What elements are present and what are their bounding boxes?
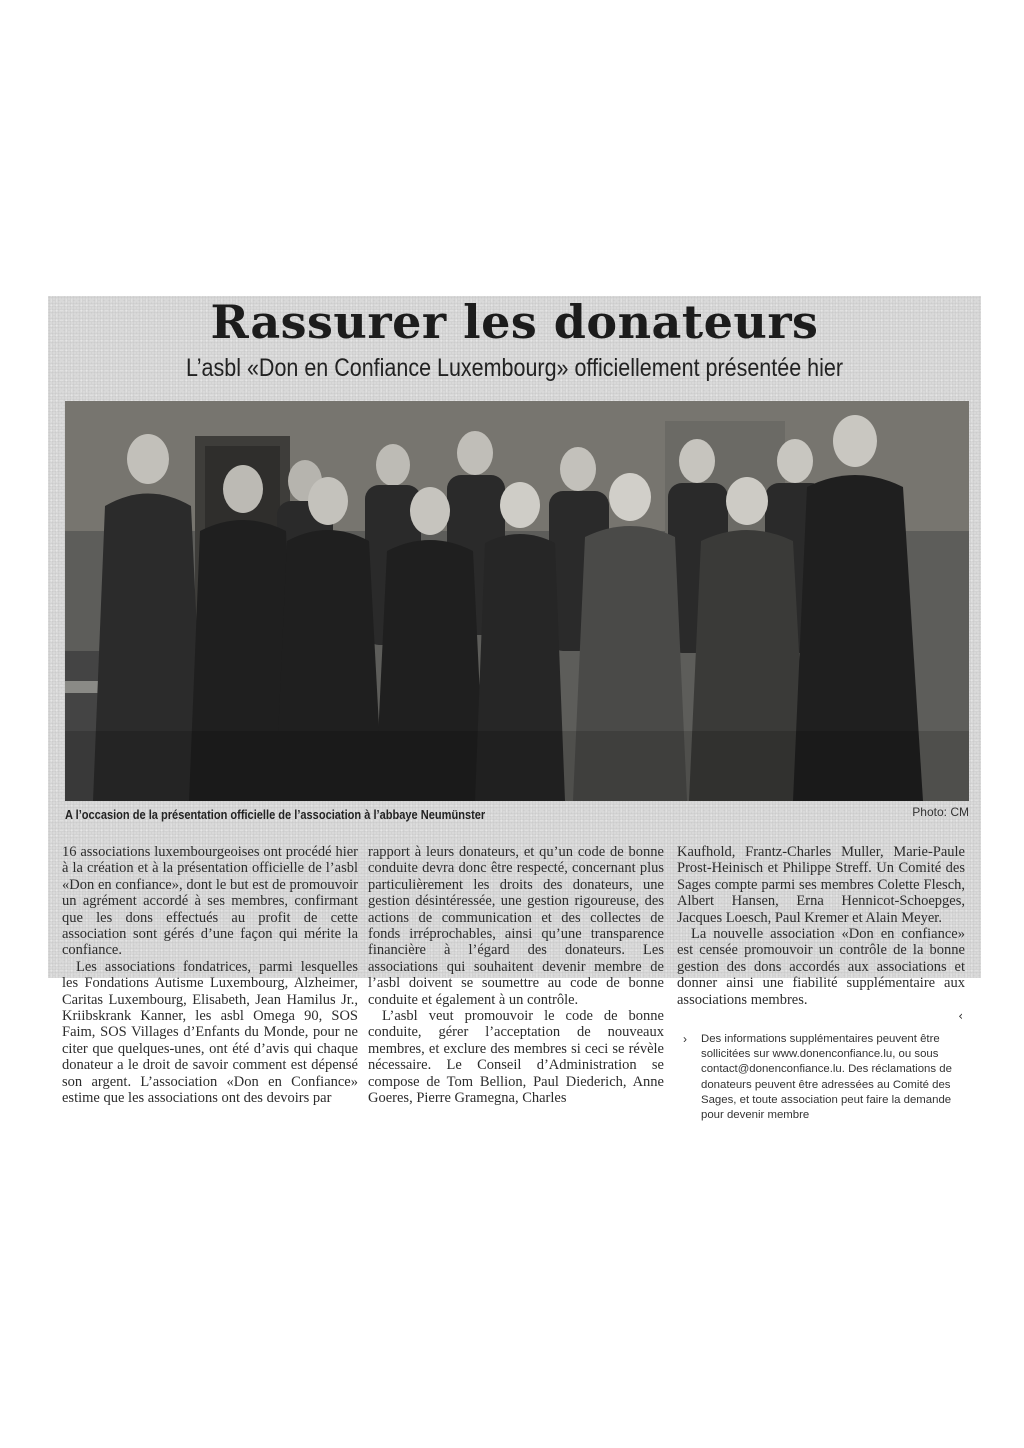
group-photo-image bbox=[65, 401, 969, 801]
article-column-2 bbox=[368, 844, 664, 1107]
paragraph: Les associations fondatrices, parmi lesquelles les Fondations Autisme Luxembourg, Alzheimer, Caritas Luxembourg, Elisabeth, Jean Hamilus Jr., Kriibskrank Kanner, les asbl Omega 90, SOS Faim, SOS Villages d’Enfants du Monde, pour ne citer que quelques-unes, ont été d’avis qui chaque donateur a le droit de savoir comment est dépensé son argent. L’association «Don en Confiance» estime que les associations ont des devoirs par bbox=[62, 958, 358, 1107]
newspaper-clipping bbox=[48, 295, 981, 1122]
article-subheadline: L’asbl «Don en Confiance Luxembourg» officiellement présentée hier bbox=[186, 354, 843, 382]
chevron-right-icon: › bbox=[683, 1032, 687, 1047]
article-column-1 bbox=[62, 844, 358, 1107]
info-text: Des informations supplémentaires peuvent être sollicitées sur www.donenconfiance.lu, ou sous contact@donenconfiance.lu. Des réclamations de donateurs peuvent être adressées au Comité des Sages, et toute association peut faire la demande pour devenir membre bbox=[701, 1033, 952, 1122]
paragraph: rapport à leurs donateurs, et qu’un code de bonne conduite devra donc être respecté, concernant plus particulièrement les droits des donateurs, une gestion désintéressée, une gestion rigoureuse, des actions de communication et des collectes de fonds irréprochables, ainsi qu’une transparence financière à l’égard des donateurs. Les associations qui souhaitent devenir membre de l’asbl doivent se soumettre au code de bonne conduite et également à un contrôle. bbox=[368, 844, 664, 1008]
article-column-3 bbox=[677, 844, 965, 1123]
info-box bbox=[677, 1032, 965, 1123]
photo-caption: A l’occasion de la présentation officielle de l’association à l’abbaye Neumünster bbox=[65, 807, 486, 822]
photo-credit: Photo: CM bbox=[912, 805, 969, 819]
group-photo bbox=[65, 401, 969, 801]
article-headline: Rassurer les donateurs bbox=[210, 295, 819, 349]
end-mark-row bbox=[677, 1008, 965, 1022]
paragraph: Kaufhold, Frantz-Charles Muller, Marie-Paule Prost-Heinisch et Philippe Streff. Un Comité des Sages compte parmi ses membres Colette Flesch, Albert Hansen, Erna Hennicot-Schoepges, Jacques Loesch, Paul Kremer et Alain Meyer. bbox=[677, 844, 965, 926]
paragraph: 16 associations luxembourgeoises ont procédé hier à la création et à la présentation officielle de l’asbl «Don en confiance», dont le but est de promouvoir un agrément accordé à ses membres, confirmant que les dons effectués au profit de cette association sont gérés d’une façon qui mérite la confiance. bbox=[62, 844, 358, 959]
paragraph: La nouvelle association «Don en confiance» est censée promouvoir un contrôle de la bonne gestion des dons accordés aux associations et donner ainsi une fiabilité supplémentaire aux associations membres. bbox=[677, 926, 965, 1008]
paragraph: L’asbl veut promouvoir le code de bonne conduite, gérer l’acceptation de nouveaux membres, et exclure des membres si ceci se révèle nécessaire. Le Conseil d’Administration se compose de Tom Bellion, Paul Diederich, Anne Goeres, Pierre Gramegna, Charles bbox=[368, 1008, 664, 1107]
end-of-article-icon: ‹ bbox=[958, 1009, 963, 1024]
